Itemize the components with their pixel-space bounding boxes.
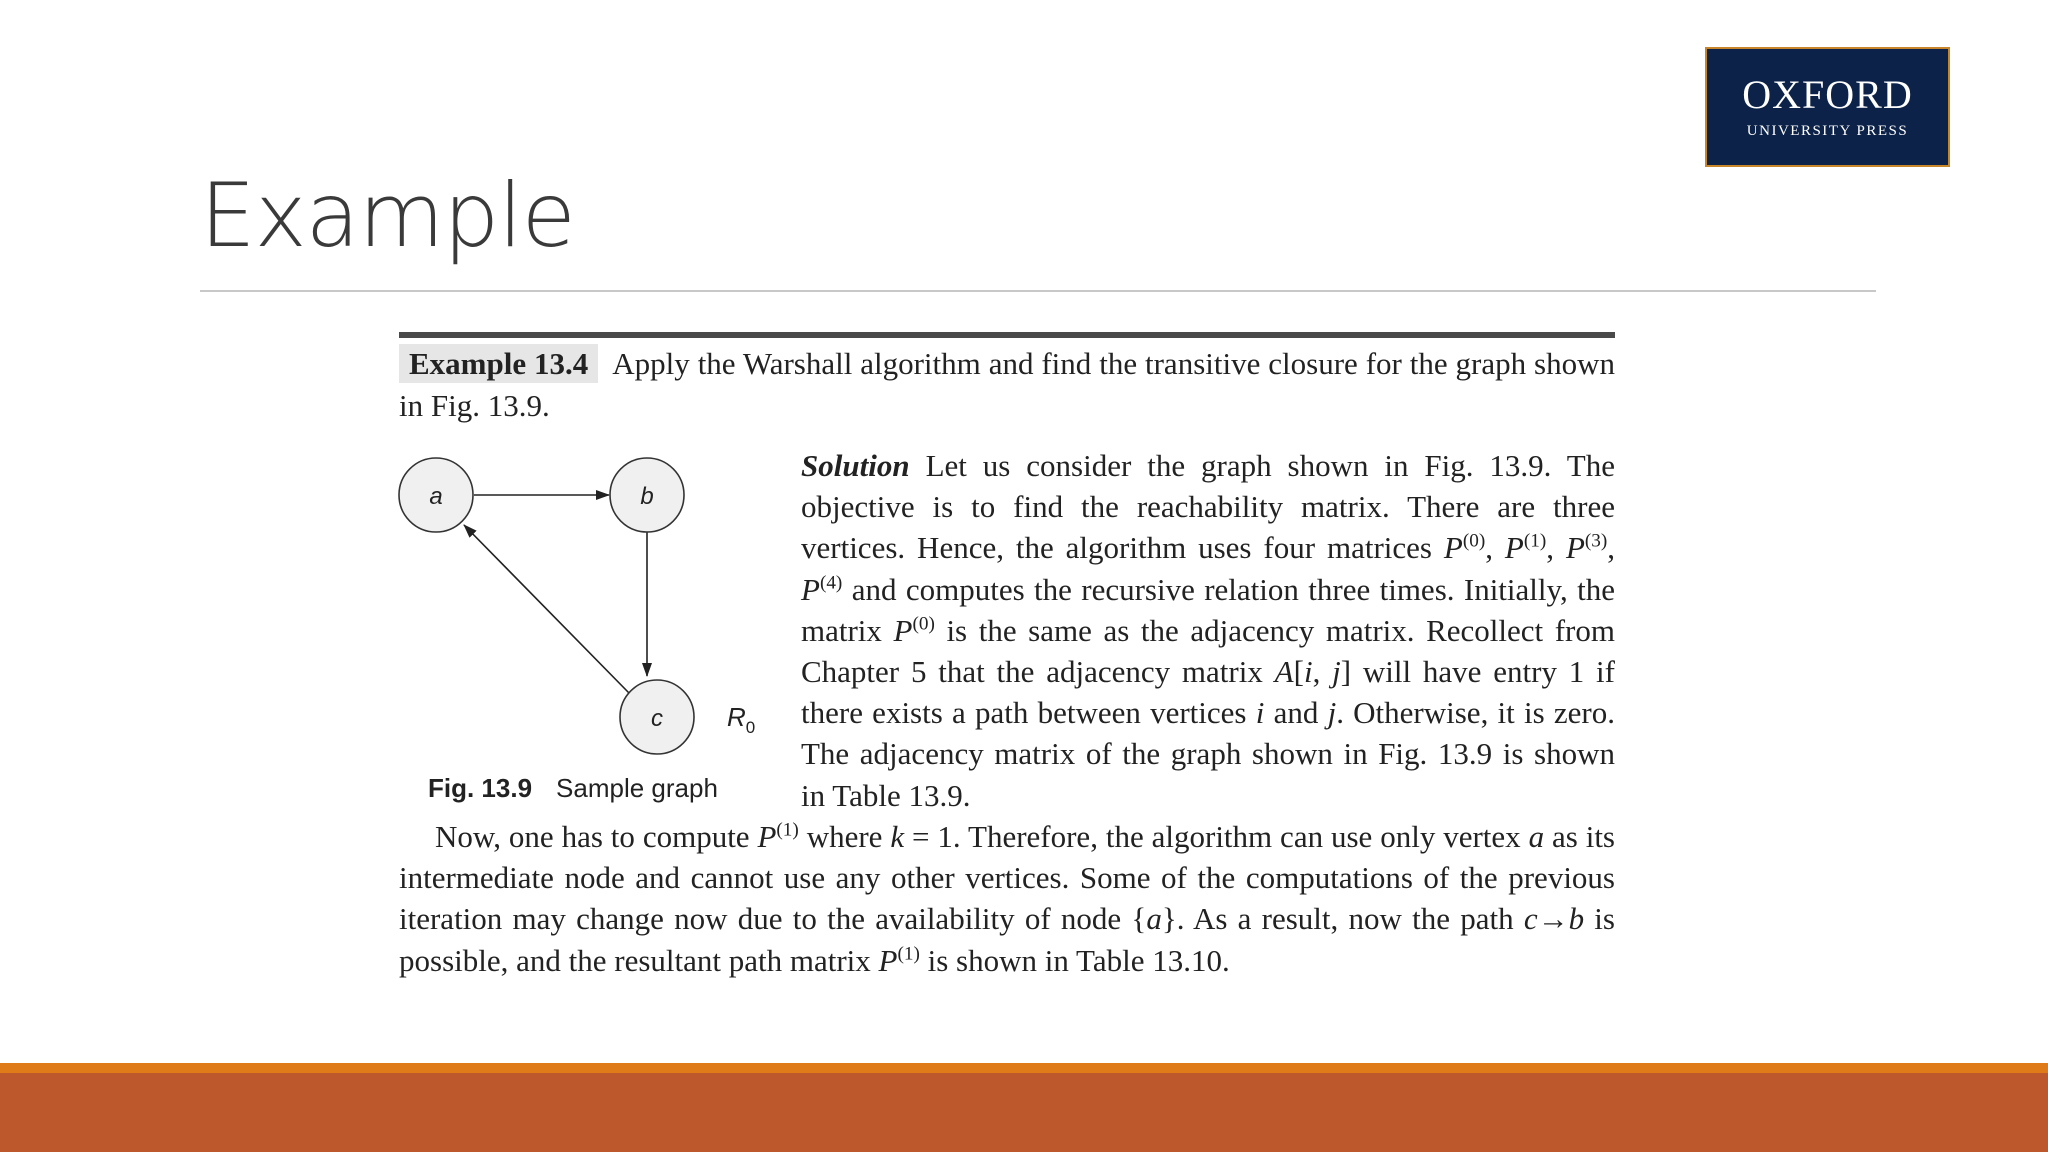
oxford-logo <box>1705 47 1950 167</box>
graph-diagram <box>390 445 770 765</box>
node-a-label: a <box>429 483 443 510</box>
figure-caption-text: Sample graph <box>556 773 718 803</box>
logo-main-text: OXFORD <box>1742 71 1913 117</box>
relation-label: $R_0$ <box>727 702 756 737</box>
slide-title: Example <box>200 164 575 267</box>
edge-c-a <box>464 525 629 693</box>
footer-accent-line <box>0 1063 2048 1073</box>
footer-bar <box>0 1073 2048 1152</box>
example-heading <box>399 343 1615 427</box>
figure-caption <box>428 773 718 804</box>
example-top-rule <box>399 332 1615 338</box>
figure-13-9 <box>390 445 770 810</box>
example-text: Apply the Warshall algorithm and find the transitive closure for the graph shown in Fig. 13.9. <box>399 346 1615 423</box>
node-b-label: b <box>640 483 654 510</box>
solution-label: Solution <box>801 448 910 483</box>
logo-sub-text: UNIVERSITY PRESS <box>1746 122 1909 139</box>
title-divider <box>200 290 1876 292</box>
node-c-label: c <box>651 705 663 732</box>
figure-number: Fig. 13.9 <box>428 773 533 803</box>
example-label: Example 13.4 <box>399 344 598 383</box>
solution-paragraph: Solution Let us consider the graph shown in Fig. 13.9. The objective is to find the reachability matrix. There are three vertices. Hence, the algorithm uses four matrices $P^{(0)}$, $P^{(1)}$, $P^{(3)}$, $P^{(4)}$ and computes the recursive relation three times. Initially, the matrix $P^{(0)}$ is the same as the adjacency matrix. Recollect from Chapter 5 that the adjacency matrix A[i, j] will have entry 1 if there exists a path between vertices i and j. Otherwise, it is zero. The adjacency matrix of the graph shown in Fig. 13.9 is shown in Table 13.9. <box>801 448 1616 813</box>
iteration-paragraph: Now, one has to compute $P^{(1)}$ where k = 1. Therefore, the algorithm can use only vertex a as its intermediate node and cannot use any other vertices. Some of the computations of the previous iteration may change now due to the availability of node {a}. As a result, now the path c→b is possible, and the resultant path matrix $P^{(1)}$ is shown in Table 13.10. <box>399 819 1615 978</box>
